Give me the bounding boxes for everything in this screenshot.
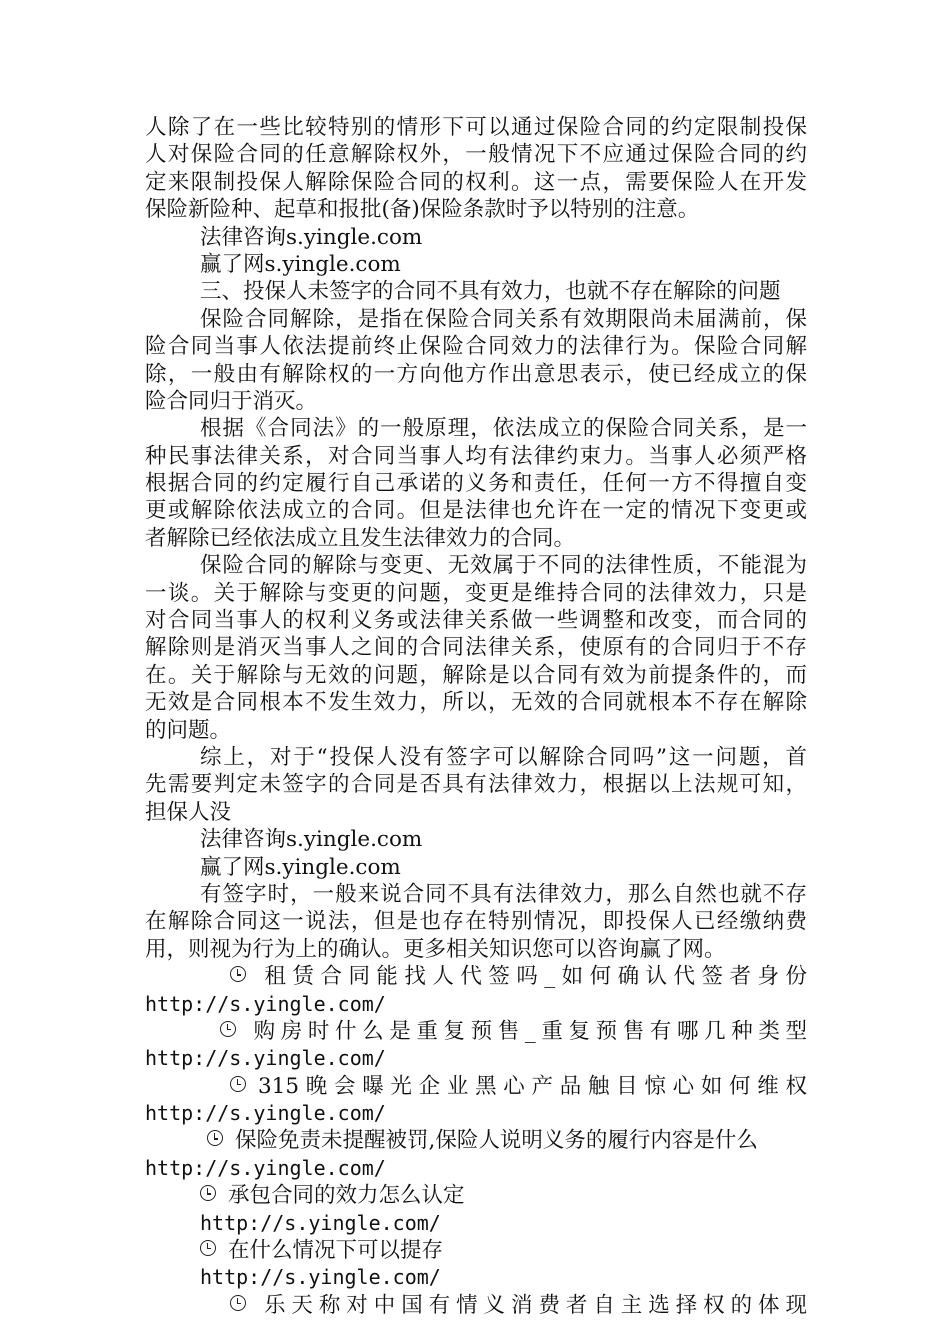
related-link-title[interactable]: 乐天称对中国有情义消费者自主选择权的体现 [145,1292,807,1319]
ad-line: 法律咨询s.yingle.com [200,224,423,250]
related-link-title[interactable]: 购房时什么是重复预售_重复预售有哪几种类型 [145,1018,807,1045]
text-line: 先需要判定未签字的合同是否具有法律效力，根据以上法规可知， [145,772,807,798]
clock-icon [230,966,246,982]
text-line: 更或解除依法成立的合同。但是法律也允许在一定的情况下变更或 [145,498,807,524]
ad-line: 赢了网s.yingle.com [200,251,401,277]
related-link-url[interactable]: http://s.yingle.com/ [200,1210,441,1235]
text-line: 定来限制投保人解除保险合同的权利。这一点，需要保险人在开发 [145,169,807,195]
text-line: 有签字时，一般来说合同不具有法律效力，那么自然也就不存 [200,881,807,907]
paragraph-2 [145,306,807,416]
related-link-title[interactable]: 315晚会曝光企业黑心产品触目惊心如何维权 [145,1073,807,1100]
related-link-url[interactable]: http://s.yingle.com/ [145,1155,386,1180]
related-links [145,963,807,1319]
clock-icon [200,1185,216,1201]
text-line: 一谈。关于解除与变更的问题，变更是维持合同的法律效力，只是 [145,580,807,606]
clock-icon [220,1021,236,1037]
text-line: 根据合同的约定履行自己承诺的义务和责任，任何一方不得擅自变 [145,471,807,497]
clock-icon [230,1295,246,1311]
clock-icon [230,1076,246,1092]
text-line: 种民事法律关系，对合同当事人均有法律约束力。当事人必须严格 [145,443,807,469]
text-line: 根据《合同法》的一般原理，依法成立的保险合同关系，是一 [200,416,807,442]
text-line: 的问题。 [145,717,232,743]
document-page [145,114,807,1319]
related-link-url[interactable]: http://s.yingle.com/ [145,1101,386,1126]
related-link-url[interactable]: http://s.yingle.com/ [145,1046,386,1071]
paragraph-6 [145,881,807,963]
ad-line: 法律咨询s.yingle.com [200,827,423,853]
text-line: 人对保险合同的任意解除权外，一般情况下不应通过保险合同的约 [145,142,807,168]
text-line: 险合同归于消灭。 [145,388,318,414]
text-line: 担保人没 [145,799,232,825]
paragraph-1 [145,114,807,224]
section-heading: 三、投保人未签字的合同不具有效力，也就不存在解除的问题 [200,279,781,305]
paragraph-4 [145,552,807,744]
text-line: 险合同当事人依法提前终止保险合同效力的法律行为。保险合同解 [145,334,807,360]
related-link-title[interactable]: 承包合同的效力怎么认定 [145,1182,807,1209]
related-link-url[interactable]: http://s.yingle.com/ [200,1265,441,1290]
text-line: 无效是合同根本不发生效力，所以，无效的合同就根本不存在解除 [145,690,807,716]
ad-line: 赢了网s.yingle.com [200,854,401,880]
text-line: 保险合同解除，是指在保险合同关系有效期限尚未届满前，保 [200,306,807,332]
text-line: 保险新险种、起草和报批(备)保险条款时予以特别的注意。 [145,197,700,223]
text-line: 者解除已经依法成立且发生法律效力的合同。 [145,525,576,551]
text-line: 综上，对于“投保人没有签字可以解除合同吗”这一问题，首 [200,744,807,770]
text-line: 用，则视为行为上的确认。更多相关知识您可以咨询赢了网。 [145,936,726,962]
text-line: 保险合同的解除与变更、无效属于不同的法律性质，不能混为 [200,553,807,579]
text-line: 解除则是消灭当事人之间的合同法律关系，使原有的合同归于不存 [145,635,807,661]
text-line: 人除了在一些比较特别的情形下可以通过保险合同的约定限制投保 [145,115,807,140]
paragraph-5 [145,744,807,826]
text-line: 除，一般由有解除权的一方向他方作出意思表示，使已经成立的保 [145,361,807,387]
clock-icon [207,1130,223,1146]
paragraph-3 [145,415,807,552]
related-link-title[interactable]: 在什么情况下可以提存 [145,1237,807,1264]
text-line: 对合同当事人的权利义务或法律关系做一些调整和改变，而合同的 [145,608,807,634]
ad-block-2 [145,826,807,881]
clock-icon [200,1240,216,1256]
related-link-url[interactable]: http://s.yingle.com/ [145,991,386,1016]
text-line: 在。关于解除与无效的问题，解除是以合同有效为前提条件的，而 [145,662,807,688]
text-line: 在解除合同这一说法，但是也存在特别情况，即投保人已经缴纳费 [145,909,807,935]
related-link-title[interactable]: 保险免责未提醒被罚,保险人说明义务的履行内容是什么 [145,1127,807,1154]
related-link-title[interactable]: 租赁合同能找人代签吗_如何确认代签者身份 [145,963,807,990]
ad-block-1 [145,224,807,279]
